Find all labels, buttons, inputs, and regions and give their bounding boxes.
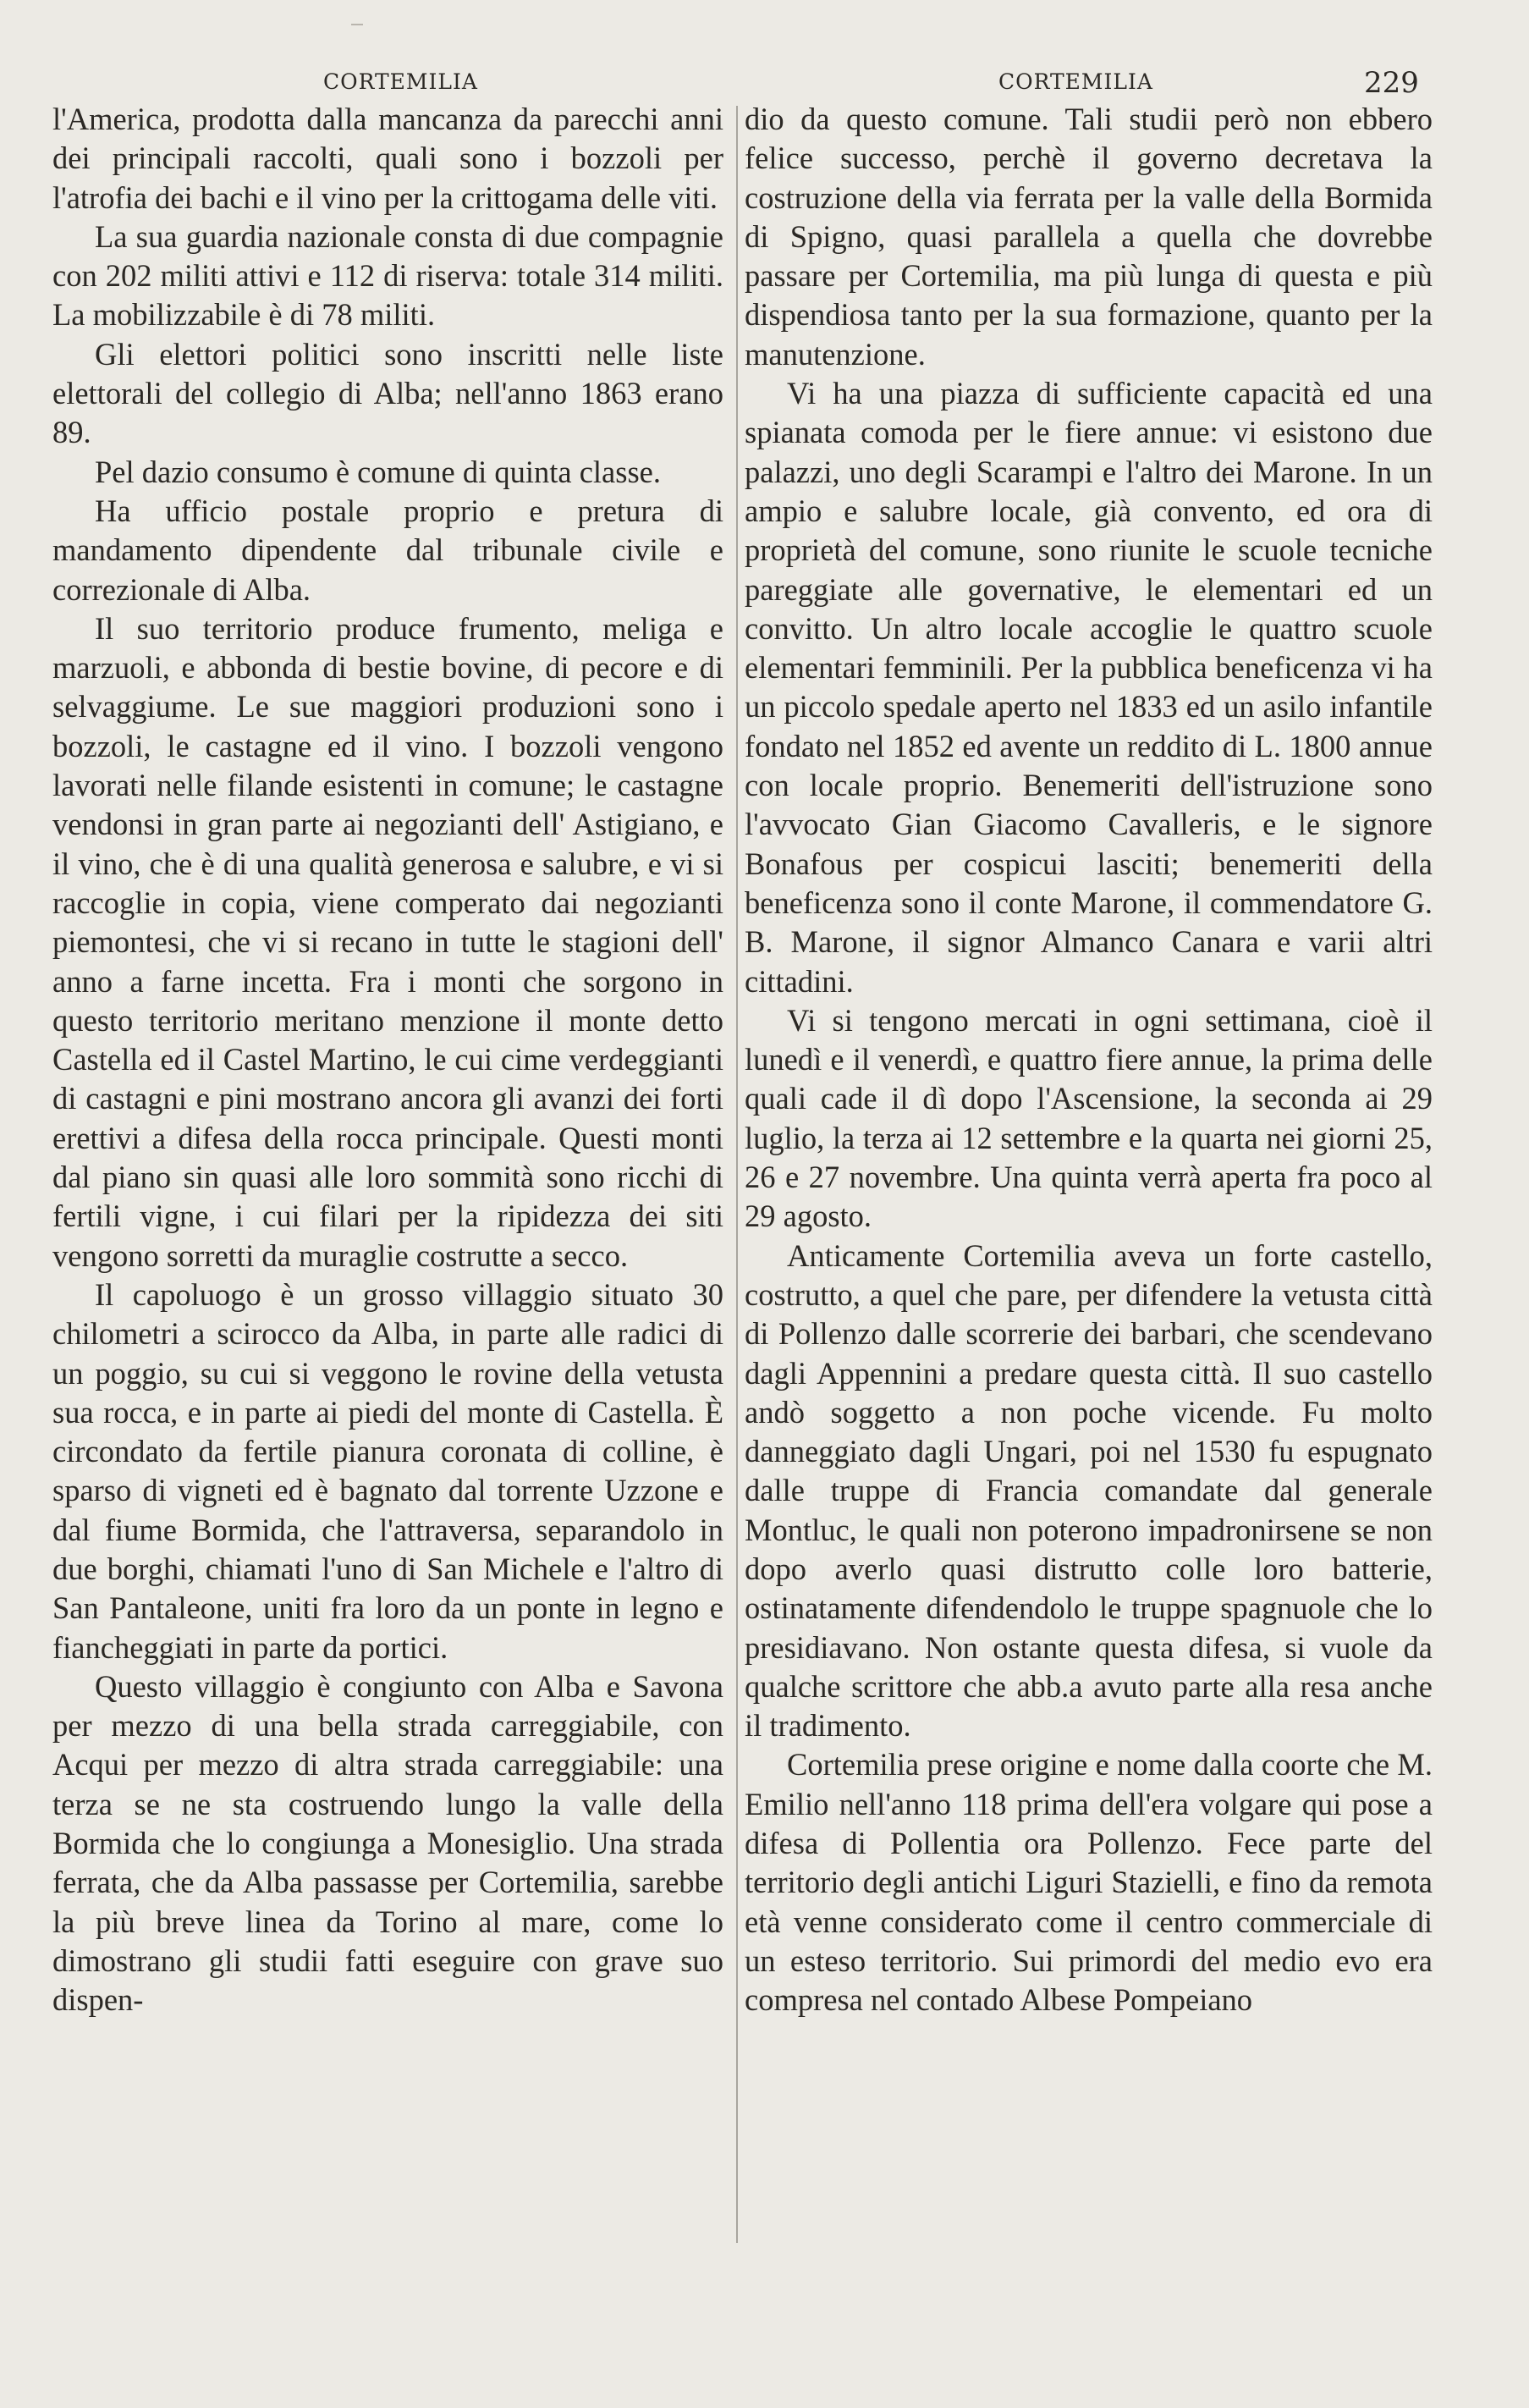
paragraph: Ha ufficio postale proprio e pretura di mandamento dipendente dal tribunale civile e correzionale di Alba. <box>52 493 723 607</box>
paragraph: Pel dazio consumo è comune di quinta classe. <box>95 454 661 489</box>
paragraph: Vi ha una piazza di sufficiente capacità ed una spianata comoda per le fiere annue: vi esistono due palazzi, uno degli Scarampi e l'altro dei Marone. In un ampio e salubre locale, già convento, ed ora di proprietà del comune, sono riunite le scuole tecniche pareggiate alle governative, le elementari ed un convitto. Un altro locale accoglie le quattro scuole elementari femminili. Per la pubblica beneficenza vi ha un piccolo spedale aperto nel 1833 ed un asilo infantile fondato nel 1852 ed avente un reddito di L. 1800 annue con locale proprio. Benemeriti dell'istruzione sono l'avvocato Gian Giacomo Cavalleris, e le signore Bonafous per cospicui lasciti; benemeriti della beneficenza sono il conte Marone, il commendatore G. B. Marone, il signor Almanco Canara e varii altri cittadini. <box>745 376 1433 999</box>
paragraph: Cortemilia prese origine e nome dalla coorte che M. Emilio nell'anno 118 prima dell'era volgare qui pose a difesa di Pollentia ora Pollenzo. Fece parte del territorio degli antichi Liguri Stazielli, e fino da remota età venne considerato come il centro commerciale di un esteso territorio. Sui primordi del medio evo era compresa nel contado Albese Pompeiano <box>745 1747 1433 2018</box>
paragraph: Il suo territorio produce frumento, meliga e marzuoli, e abbonda di bestie bovine, di pecore e di selvaggiume. Le sue maggiori produzioni sono i bozzoli, le castagne ed il vino. I bozzoli vengono lavorati nelle filande esistenti in comune; le castagne vendonsi in gran parte ai negozianti dell' Astigiano, e il vino, che è di una qualità generosa e salubre, e vi si raccoglie in copia, viene comperato dai negozianti piemontesi, che vi si recano in tutte le stagioni dell' anno a farne incetta. Fra i monti che sorgono in questo territorio meritano menzione il monte detto Castella ed il Castel Martino, le cui cime verdeggianti di castagni e pini mostrano ancora gli avanzi dei forti erettivi a difesa della rocca principale. Questi monti dal piano sin quasi alle loro sommità sono ricchi di fertili vigne, i cui filari per la ripidezza dei siti vengono sorretti da muraglie costrutte a secco. <box>52 610 723 1273</box>
running-header-right: CORTEMILIA <box>998 69 1153 94</box>
paragraph: Gli elettori politici sono inscritti nelle liste elettorali del collegio di Alba; nell'anno 1863 erano 89. <box>52 336 723 450</box>
paragraph: Vi si tengono mercati in ogni settimana, cioè il lunedì e il venerdì, e quattro fiere annue, la prima delle quali cade il dì dopo l'Ascensione, la seconda ai 29 luglio, la terza ai 12 settembre e la quarta nei giorni 25, 26 e 27 novembre. Una quinta verrà aperta fra poco al 29 agosto. <box>745 1002 1433 1234</box>
running-header-left: CORTEMILIA <box>323 69 478 94</box>
column-divider <box>736 106 738 2243</box>
paragraph: dio da questo comune. Tali studii però non ebbero felice successo, perchè il governo decretava la costruzione della via ferrata per la valle della Bormida di Spigno, quasi parallela a quella che dovrebbe passare per Cortemilia, ma più lunga di questa e più dispendiosa tanto per la sua formazione, quanto per la manutenzione. <box>745 102 1433 372</box>
right-column <box>745 100 1433 2020</box>
paragraph: Il capoluogo è un grosso villaggio situato 30 chilometri a scirocco da Alba, in parte alle radici di un poggio, su cui si veggono le rovine della vetusta sua rocca, e in parte ai piedi del monte di Castella. È circondato da fertile pianura coronata di colline, è sparso di vigneti ed è bagnato dal torrente Uzzone e dal fiume Bormida, che l'attraversa, separandolo in due borghi, chiamati l'uno di San Michele e l'altro di San Pantaleone, uniti fra loro da un ponte in legno e fiancheggiati in parte da portici. <box>52 1276 723 1665</box>
top-mark <box>351 24 363 25</box>
paragraph: l'America, prodotta dalla mancanza da parecchi anni dei principali raccolti, quali sono i bozzoli per l'atrofia dei bachi e il vino per la crittogama delle viti. <box>52 102 723 215</box>
paragraph: Anticamente Cortemilia aveva un forte castello, costrutto, a quel che pare, per difendere la vetusta città di Pollenzo dalle scorrerie dei barbari, che scendevano dagli Appennini a predare questa città. Il suo castello andò soggetto a non poche vicende. Fu molto danneggiato dagli Ungari, poi nel 1530 fu espugnato dalle truppe di Francia comandate dal generale Montluc, le quali non poterono impadronirsene se non dopo averlo quasi distrutto colle loro batterie, ostinatamente difendendolo le truppe spagnuole che lo presidiavano. Non ostante questa difesa, si vuole da qualche scrittore che abb.a avuto parte alla resa anche il tradimento. <box>745 1237 1433 1744</box>
page-number: 229 <box>1364 66 1419 100</box>
left-column <box>52 100 723 2020</box>
paragraph: Questo villaggio è congiunto con Alba e Savona per mezzo di una bella strada carreggiabile, con Acqui per mezzo di altra strada carreggiabile: una terza se ne sta costruendo lungo la valle della Bormida che lo congiunga a Monesiglio. Una strada ferrata, che da Alba passasse per Cortemilia, sarebbe la più breve linea da Torino al mare, come lo dimostrano gli studii fatti eseguire con grave suo dispen- <box>52 1668 723 2018</box>
paragraph: La sua guardia nazionale consta di due compagnie con 202 militi attivi e 112 di riserva: totale 314 militi. La mobilizzabile è di 78 militi. <box>52 218 723 333</box>
